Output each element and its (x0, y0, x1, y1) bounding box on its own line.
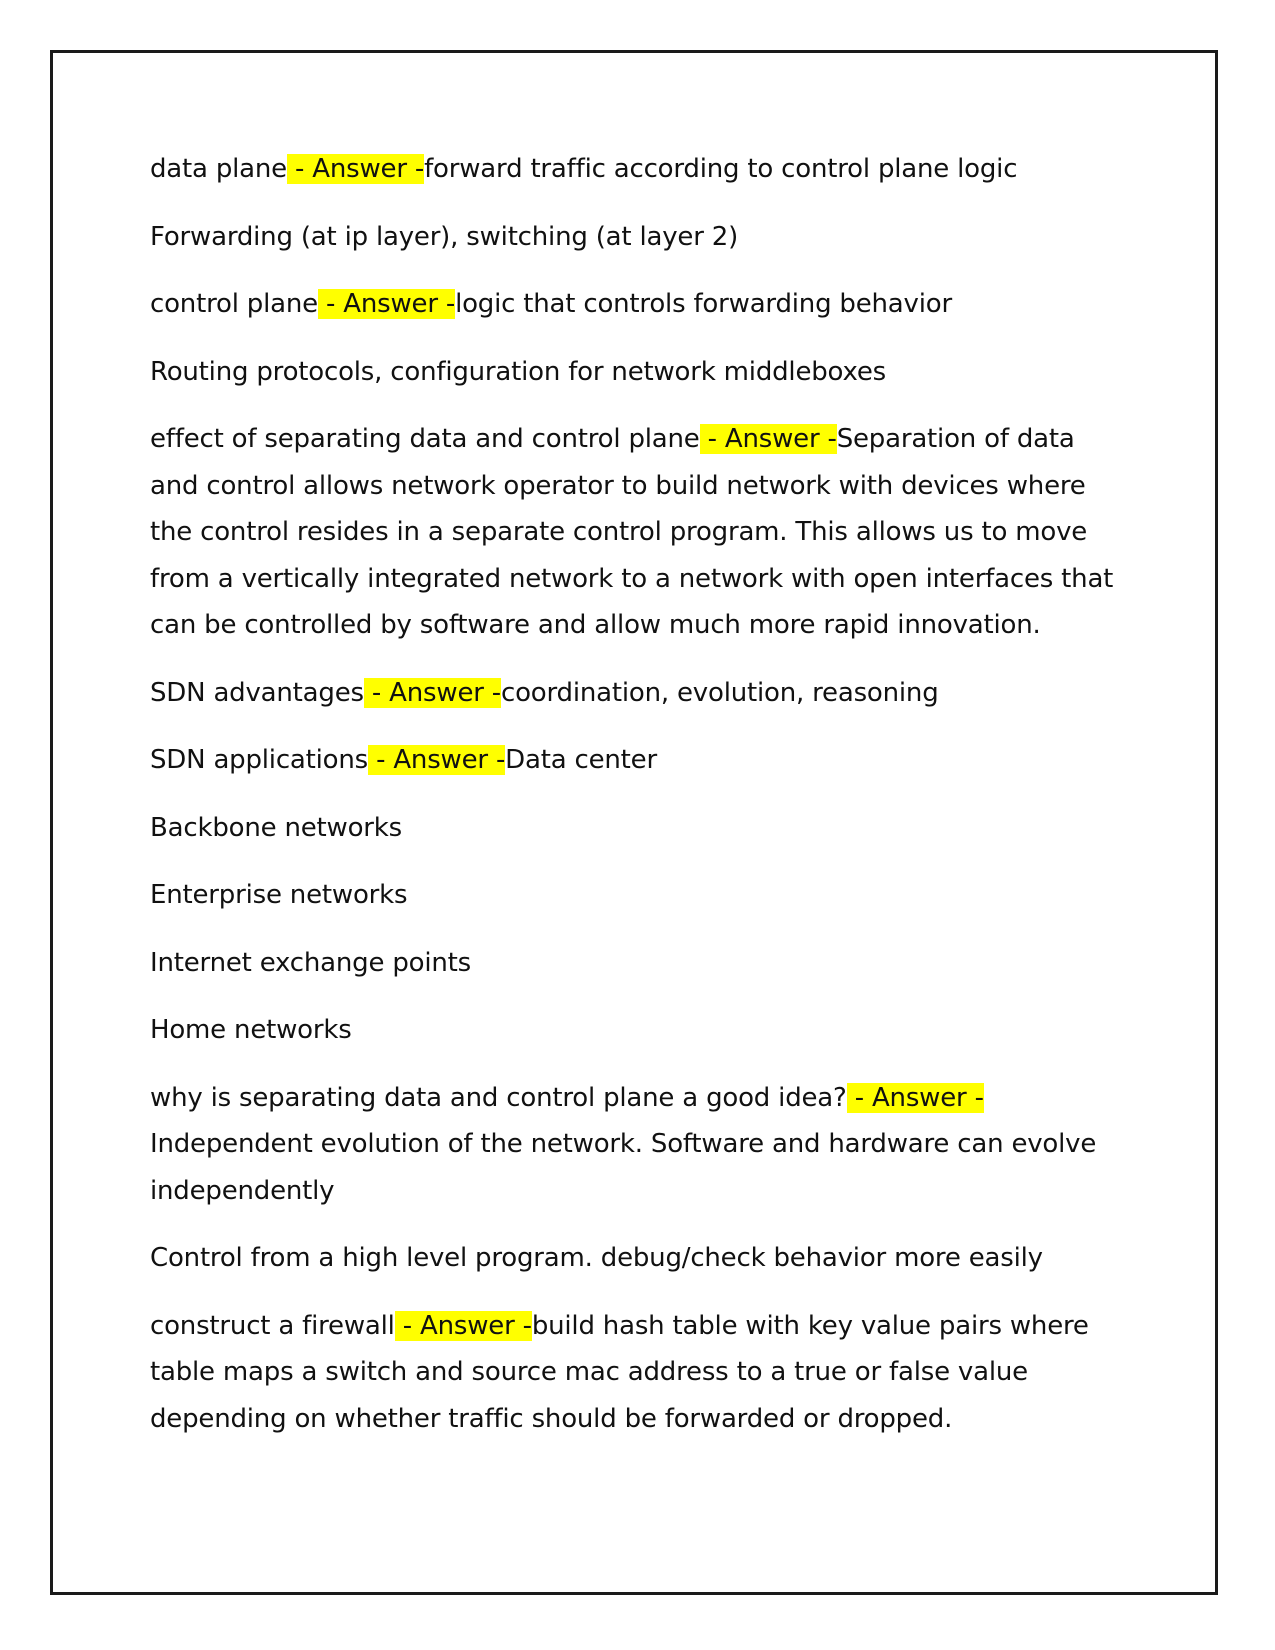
continuation-line: Internet exchange points (150, 947, 471, 978)
answer-text: Separation of data and control allows network operator to build network with devices where the control resides in a separate control program. This allows us to move from a vertically integrated network to a network with open interfaces that can be controlled by software and allow much more rapid innovation. (150, 424, 1114, 640)
document-body (150, 146, 1125, 1463)
answer-separator: - Answer - (699, 424, 837, 454)
answer-text: Independent evolution of the network. Software and hardware can evolve independently (150, 1129, 1097, 1206)
qa-entry (150, 146, 1125, 193)
question-term: data plane (150, 154, 287, 184)
answer-separator: - Answer - (363, 677, 501, 708)
answer-text: Data center (505, 745, 657, 775)
answer-separator: - Answer - (846, 1082, 984, 1113)
question-term: SDN advantages (150, 677, 364, 708)
qa-entry (150, 670, 1125, 717)
qa-entry (150, 281, 1125, 328)
question-term: why is separating data and control plane a good idea? (150, 1082, 847, 1113)
answer-separator: - Answer - (394, 1310, 532, 1341)
answer-separator: - Answer - (286, 154, 425, 184)
qa-entry (150, 737, 1125, 784)
qa-entry (150, 416, 1125, 649)
question-term: control plane (150, 289, 318, 319)
answer-separator: - Answer - (317, 289, 456, 319)
qa-entry (150, 1075, 1125, 1215)
answer-text: coordination, evolution, reasoning (500, 677, 939, 708)
continuation-line: Enterprise networks (150, 880, 408, 910)
answer-text: build hash table with key value pairs where table maps a switch and source mac address to a true or false value depending on whether traffic should be forwarded or dropped. (150, 1310, 1089, 1434)
continuation-line: Routing protocols, configuration for network middleboxes (150, 356, 886, 387)
qa-entry (150, 1303, 1125, 1443)
continuation-line: Backbone networks (150, 812, 403, 843)
continuation-line: Control from a high level program. debug/check behavior more easily (150, 1243, 1043, 1273)
question-term: construct a firewall (150, 1310, 395, 1341)
answer-text: forward traffic according to control plane logic (424, 154, 1018, 184)
continuation-line: Forwarding (at ip layer), switching (at layer 2) (150, 221, 739, 252)
answer-separator: - Answer - (368, 745, 506, 775)
continuation-line: Home networks (150, 1015, 352, 1045)
question-term: effect of separating data and control plane (150, 424, 700, 454)
answer-text: logic that controls forwarding behavior (455, 289, 952, 319)
question-term: SDN applications (150, 745, 369, 775)
